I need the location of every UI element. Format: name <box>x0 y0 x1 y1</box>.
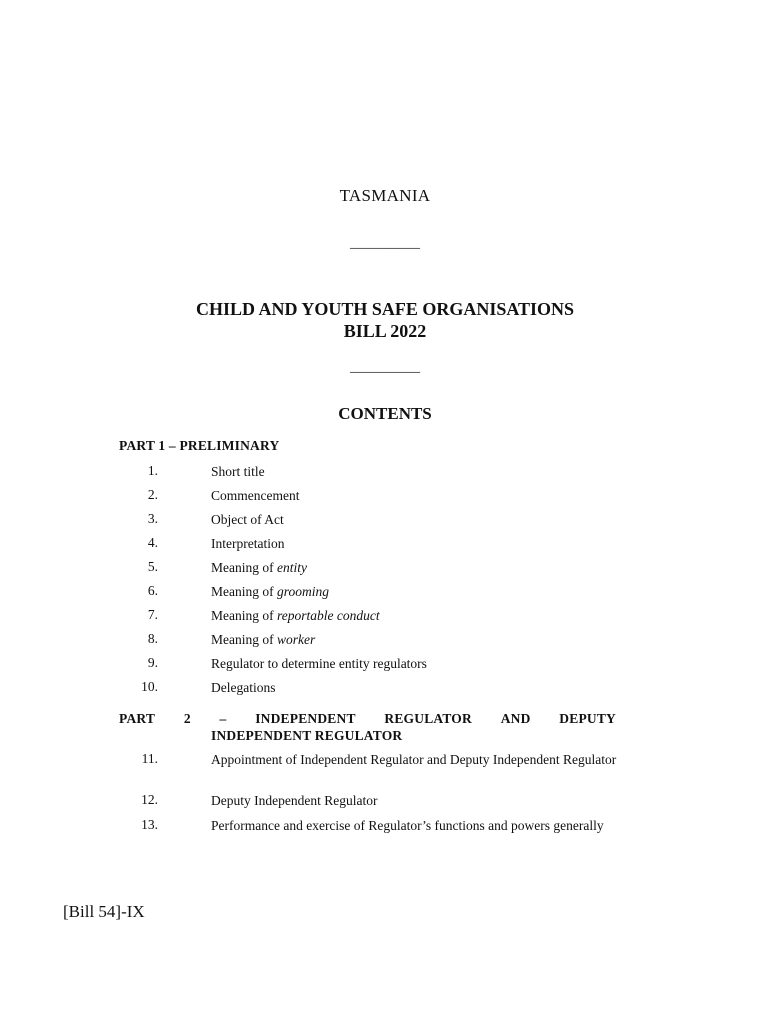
toc-entry <box>0 583 770 607</box>
separator-rule: __________ <box>350 236 420 251</box>
part-1-heading: PART 1 – PRELIMINARY <box>119 438 280 453</box>
toc-entry <box>0 655 770 679</box>
toc-entry <box>0 817 770 857</box>
section-title: Appointment of Independent Regulator and Deputy Independent Regulator <box>211 752 617 767</box>
section-title: Meaning of reportable conduct <box>211 608 380 623</box>
toc-entry <box>0 511 770 535</box>
section-number: 13. <box>141 817 158 832</box>
jurisdiction-heading: TASMANIA <box>339 186 431 205</box>
toc-entry <box>0 792 770 816</box>
section-number: 8. <box>147 631 158 646</box>
contents-heading: CONTENTS <box>338 404 432 423</box>
section-title: Object of Act <box>211 512 284 527</box>
section-title: Deputy Independent Regulator <box>211 793 378 808</box>
section-title: Interpretation <box>211 536 285 551</box>
section-title: Meaning of entity <box>211 560 307 575</box>
section-title: Commencement <box>211 488 300 503</box>
section-number: 6. <box>147 583 158 598</box>
bill-title <box>0 298 770 342</box>
section-number: 2. <box>147 487 158 502</box>
toc-entry <box>0 607 770 631</box>
section-title: Delegations <box>211 680 276 695</box>
section-title: Meaning of grooming <box>211 584 329 599</box>
section-number: 12. <box>141 792 158 807</box>
section-number: 7. <box>147 607 158 622</box>
bill-title-line-2: BILL 2022 <box>343 321 427 341</box>
bill-reference: [Bill 54]-IX <box>63 902 145 921</box>
section-title: Regulator to determine entity regulators <box>211 656 427 671</box>
toc-entry <box>0 631 770 655</box>
section-number: 3. <box>147 511 158 526</box>
toc-entry <box>0 751 770 791</box>
toc-entry <box>0 559 770 583</box>
separator-rule: __________ <box>350 360 420 375</box>
section-number: 1. <box>147 463 158 478</box>
section-number: 10. <box>141 679 158 694</box>
section-title: Meaning of worker <box>211 632 316 647</box>
toc-entry <box>0 679 770 703</box>
toc-entry <box>0 463 770 487</box>
bill-title-line-1: CHILD AND YOUTH SAFE ORGANISATIONS <box>195 299 575 319</box>
section-title: Short title <box>211 464 265 479</box>
section-number: 9. <box>147 655 158 670</box>
section-number: 4. <box>147 535 158 550</box>
part-2-heading: PART 2 – INDEPENDENT REGULATOR AND DEPUTY INDEPENDENT REGULATOR <box>119 711 616 743</box>
section-number: 11. <box>141 751 158 766</box>
section-number: 5. <box>147 559 158 574</box>
toc-entry <box>0 535 770 559</box>
toc-entry <box>0 487 770 511</box>
section-title: Performance and exercise of Regulator’s functions and powers generally <box>211 818 604 833</box>
